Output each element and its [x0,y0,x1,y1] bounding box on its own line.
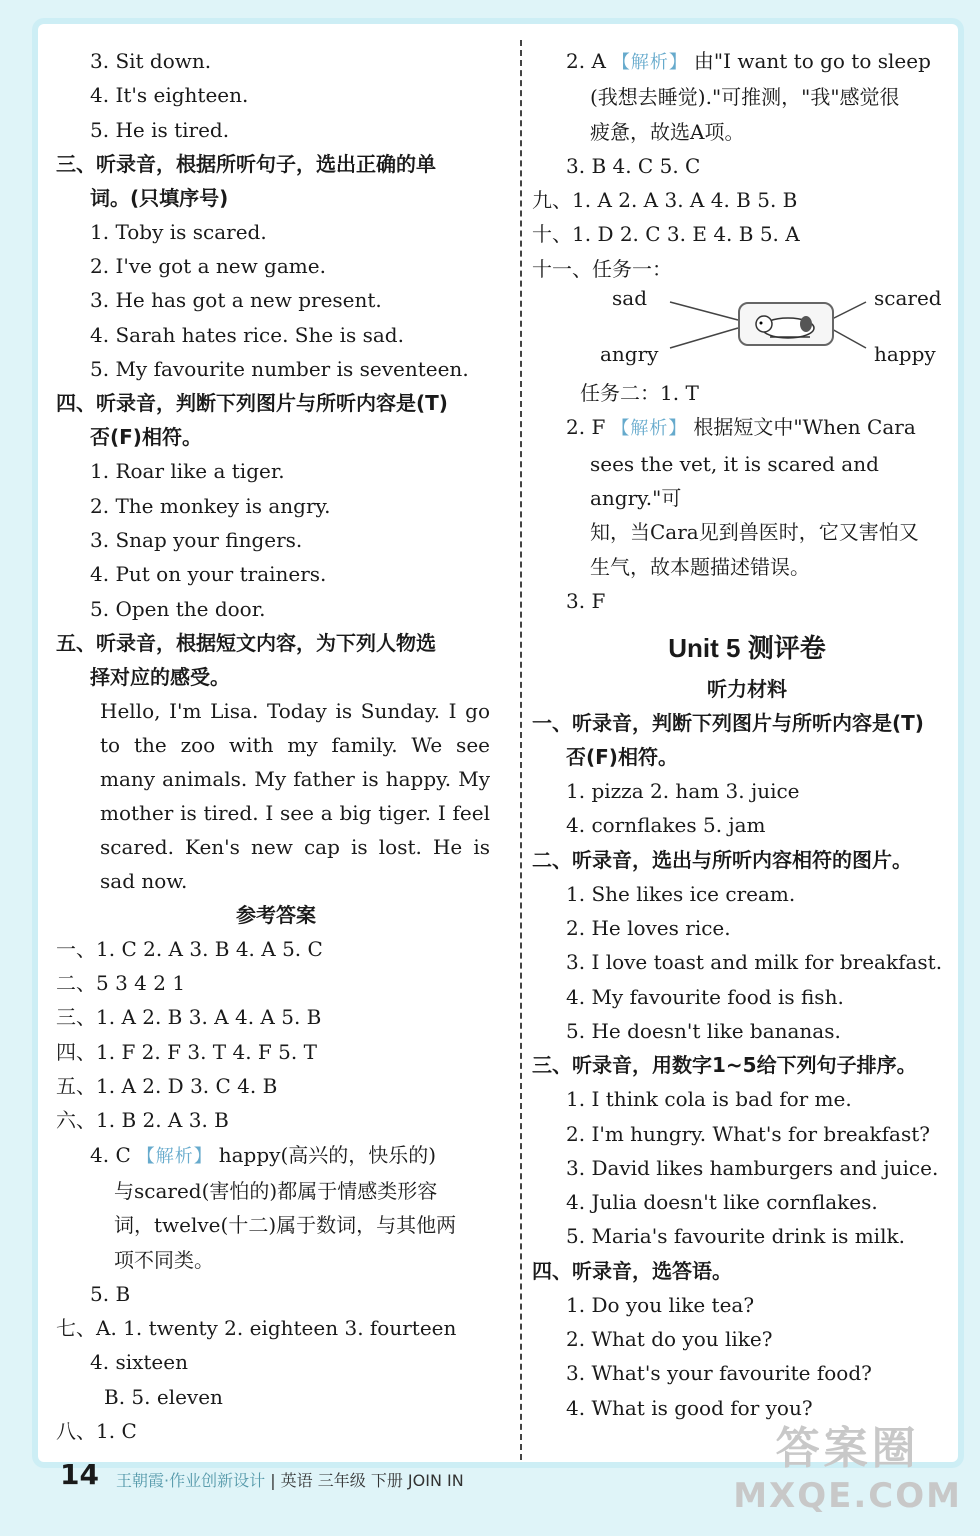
section-title: 参考答案 [236,902,316,927]
analysis-continuation: 词，twelve(十二)属于数词，与其他两 [114,1213,457,1238]
answer-item: 2. He loves rice. [566,916,731,941]
analysis-tag: 【解析】 [136,1145,213,1167]
answer-item: 4. My favourite food is fish. [566,984,844,1009]
watermark-line1: 答案圈 [775,1423,920,1474]
analysis-text: 由"I want to go to sleep [693,49,931,73]
analysis-continuation: 知，当Cara见到兽医时，它又害怕又 [590,520,919,545]
analysis-continuation: 项不同类。 [114,1247,214,1272]
unit-title: Unit 5 测评卷 [668,633,826,664]
dog-icon [738,302,834,346]
answer-item: 4. Put on your trainers. [90,562,327,587]
answer-item: 1. Roar like a tiger. [90,459,285,484]
answer-item: 3. David likes hamburgers and juice. [566,1155,939,1180]
section-heading-text: 四、听录音，选答语。 [532,1258,732,1283]
answer-item: 2. The monkey is angry. [90,493,331,518]
section-heading-text: 五、听录音，根据短文内容，为下列人物选 [56,630,436,655]
answer-line: 一、1. C 2. A 3. B 4. A 5. C [56,936,323,961]
analysis-continuation: 与scared(害怕的)都属于情感类形容 [114,1178,438,1203]
answer-line: 十一、任务一： [532,256,672,281]
section-heading [56,386,496,454]
answer-item: 2. What do you like? [566,1327,773,1352]
section-heading-cont: 否(F)相符。 [90,425,202,450]
page-number: 14 [60,1458,99,1491]
answer-item: 3. Snap your fingers. [90,527,303,552]
section-heading [56,626,496,694]
answer-item: 3. Sit down. [90,49,212,73]
answer-item: 3. He has got a new present. [90,288,382,313]
answer-line: 六、1. B 2. A 3. B [56,1108,229,1133]
answer-item: 5. Open the door. [90,596,266,621]
answer-item: 1. pizza 2. ham 3. juice [566,779,800,804]
answer-item: 4. Julia doesn't like cornflakes. [566,1190,878,1215]
answer-line: 三、1. A 2. B 3. A 4. A 5. B [56,1005,322,1030]
answer-item: 3. B 4. C 5. C [566,153,701,178]
answer-item: 2. I've got a new game. [90,254,326,279]
answer-item: 3. I love toast and milk for breakfast. [566,950,943,975]
analysis-number: 2. F [566,415,606,440]
answer-item: 3. What's your favourite food? [566,1361,872,1386]
emotion-diagram [592,286,942,376]
answer-line: 四、1. F 2. F 3. T 4. F 5. T [56,1039,317,1064]
analysis-continuation: sees the vet, it is scared and angry."可 [590,451,879,510]
answer-item: 4. cornflakes 5. jam [566,813,766,838]
analysis-block [56,1138,496,1277]
answer-item: 5. He doesn't like bananas. [566,1018,841,1043]
section-heading [532,1048,962,1082]
section-heading [532,1254,962,1288]
answer-item: B. 5. eleven [104,1384,223,1409]
footer-brand: 王朝霞·作业创新设计 [116,1471,266,1490]
section-heading-text: 三、听录音，用数字1~5给下列句子排序。 [532,1053,917,1078]
analysis-continuation: 疲惫，故选A项。 [590,119,745,144]
answer-item: 任务二：1. T [580,381,699,406]
section-heading-text: 一、听录音，判断下列图片与所听内容是(T) [532,711,924,736]
answer-item: 5. My favourite number is seventeen. [90,357,469,382]
answer-item: 4. It's eighteen. [90,83,249,108]
diagram-label-angry: angry [600,342,659,367]
left-column [56,44,496,1448]
diagram-label-sad: sad [612,286,647,311]
footer-text [116,1468,464,1491]
analysis-block [532,410,962,583]
footer-info: | 英语 三年级 下册 JOIN IN [270,1471,464,1490]
answer-line: 五、1. A 2. D 3. C 4. B [56,1074,278,1099]
answer-item: 1. Do you like tea? [566,1292,755,1317]
section-heading-text: 二、听录音，选出与所听内容相符的图片。 [532,847,912,872]
answer-item: 1. She likes ice cream. [566,881,796,906]
answer-item: 5. Maria's favourite drink is milk. [566,1224,905,1249]
answer-item: 4. What is good for you? [566,1395,813,1420]
watermark-line2: MXQE.COM [733,1476,962,1516]
answer-item: 5. B [90,1281,131,1306]
section-heading-cont: 词。(只填序号) [90,185,229,210]
analysis-number: 2. A [566,49,606,73]
listening-passage: Hello, I'm Lisa. Today is Sunday. I go to the zoo with my family. We see many animals. My father is happy. My mother is tired. I see a big tiger. I feel scared. Ken's new cap is lost. He is sad now. [100,698,490,893]
analysis-tag: 【解析】 [611,52,688,73]
section-heading-text: 四、听录音，判断下列图片与所听内容是(T) [56,391,448,416]
section-heading [532,843,962,877]
analysis-block [532,44,962,149]
analysis-text: happy(高兴的，快乐的) [218,1142,437,1167]
analysis-text: 根据短文中"When Cara [693,415,916,440]
answer-item: 5. He is tired. [90,117,230,142]
column-divider [520,40,522,1460]
answer-item: 1. Toby is scared. [90,219,267,244]
answer-line: 九、1. A 2. A 3. A 4. B 5. B [532,188,798,213]
section-heading [532,706,962,774]
diagram-label-scared: scared [874,286,942,311]
answer-item: 3. F [566,588,606,613]
watermark-logo [733,1412,962,1516]
answer-item: 2. I'm hungry. What's for breakfast? [566,1121,930,1146]
answer-line: 七、A. 1. twenty 2. eighteen 3. fourteen [56,1316,457,1341]
analysis-continuation: (我想去睡觉)."可推测，"我"感觉很 [590,85,900,110]
answer-item: 1. I think cola is bad for me. [566,1087,852,1112]
section-title: 听力材料 [707,677,787,702]
section-heading-text: 三、听录音，根据所听句子，选出正确的单 [56,151,436,176]
answer-line: 二、5 3 4 2 1 [56,971,186,996]
analysis-continuation: 生气，故本题描述错误。 [590,554,810,579]
analysis-number: 4. C [90,1142,131,1167]
analysis-tag: 【解析】 [611,418,688,440]
diagram-label-happy: happy [874,342,936,367]
answer-line: 八、1. C [56,1419,137,1444]
right-column [532,44,962,1425]
section-heading-cont: 否(F)相符。 [566,745,678,770]
answer-item: 4. Sarah hates rice. She is sad. [90,322,404,347]
section-heading [56,147,496,215]
answer-item: 4. sixteen [90,1350,188,1375]
section-heading-cont: 择对应的感受。 [90,664,230,689]
answer-line: 十、1. D 2. C 3. E 4. B 5. A [532,222,800,247]
